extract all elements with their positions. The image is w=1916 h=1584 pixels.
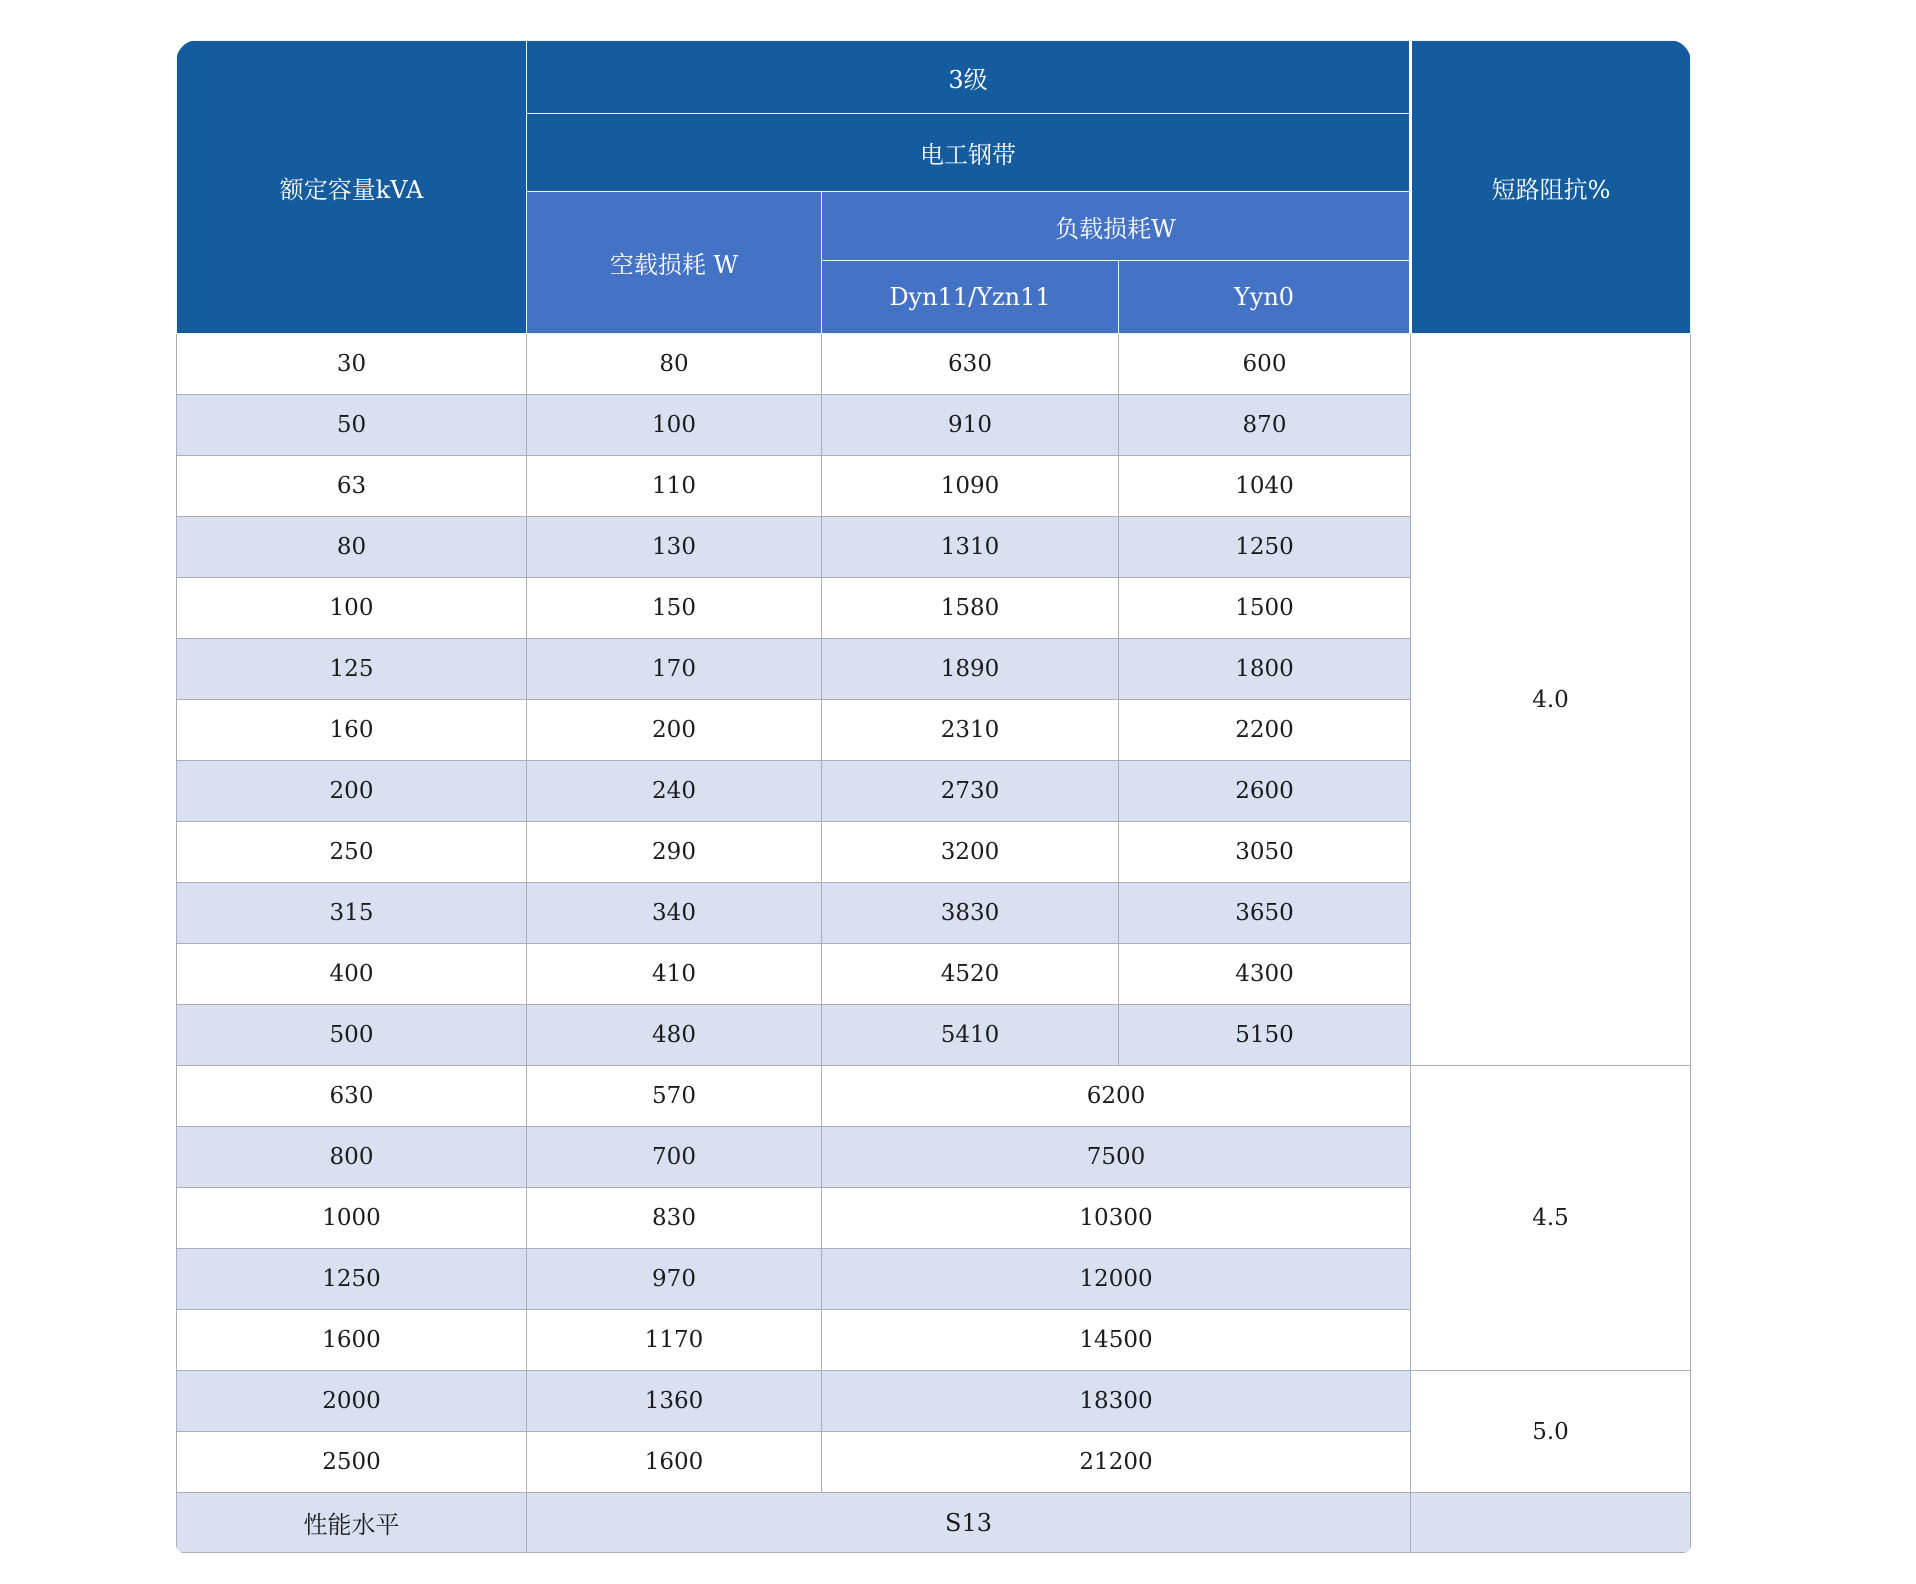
cell-capacity: 50	[177, 395, 527, 456]
performance-level-label: 性能水平	[177, 1493, 527, 1553]
cell-load-merged: 7500	[822, 1127, 1411, 1188]
header-impedance: 短路阻抗%	[1411, 41, 1691, 334]
cell-yyn: 5150	[1119, 1005, 1411, 1066]
table-row	[177, 334, 1691, 395]
cell-dyn: 3200	[822, 822, 1119, 883]
header-yyn0: Yyn0	[1119, 261, 1411, 334]
cell-noload: 110	[527, 456, 822, 517]
cell-yyn: 870	[1119, 395, 1411, 456]
cell-yyn: 600	[1119, 334, 1411, 395]
cell-noload: 570	[527, 1066, 822, 1127]
cell-yyn: 3650	[1119, 883, 1411, 944]
cell-dyn: 630	[822, 334, 1119, 395]
spec-table	[176, 40, 1691, 1553]
cell-noload: 480	[527, 1005, 822, 1066]
cell-load-merged: 14500	[822, 1310, 1411, 1371]
header-row-level	[177, 41, 1691, 114]
cell-noload: 1360	[527, 1371, 822, 1432]
cell-dyn: 910	[822, 395, 1119, 456]
cell-noload: 830	[527, 1188, 822, 1249]
impedance-group-1: 4.0	[1411, 334, 1691, 1066]
footer-impedance-empty-cell	[1411, 1493, 1691, 1553]
cell-yyn: 1800	[1119, 639, 1411, 700]
cell-capacity: 80	[177, 517, 527, 578]
cell-capacity: 200	[177, 761, 527, 822]
cell-capacity: 63	[177, 456, 527, 517]
header-level: 3级	[527, 41, 1411, 114]
cell-noload: 200	[527, 700, 822, 761]
cell-capacity: 2000	[177, 1371, 527, 1432]
cell-capacity: 30	[177, 334, 527, 395]
cell-noload: 1170	[527, 1310, 822, 1371]
cell-noload: 1600	[527, 1432, 822, 1493]
cell-noload: 340	[527, 883, 822, 944]
cell-capacity: 1250	[177, 1249, 527, 1310]
cell-yyn: 1040	[1119, 456, 1411, 517]
cell-noload: 240	[527, 761, 822, 822]
table-row	[177, 1066, 1691, 1127]
header-steel: 电工钢带	[527, 114, 1411, 192]
cell-dyn: 1890	[822, 639, 1119, 700]
cell-capacity: 160	[177, 700, 527, 761]
cell-noload: 290	[527, 822, 822, 883]
cell-load-merged: 6200	[822, 1066, 1411, 1127]
cell-load-merged: 12000	[822, 1249, 1411, 1310]
cell-capacity: 630	[177, 1066, 527, 1127]
cell-dyn: 1580	[822, 578, 1119, 639]
cell-dyn: 5410	[822, 1005, 1119, 1066]
cell-yyn: 1500	[1119, 578, 1411, 639]
cell-yyn: 2200	[1119, 700, 1411, 761]
cell-noload: 130	[527, 517, 822, 578]
cell-noload: 100	[527, 395, 822, 456]
cell-yyn: 1250	[1119, 517, 1411, 578]
cell-capacity: 1600	[177, 1310, 527, 1371]
header-rated-capacity: 额定容量kVA	[177, 41, 527, 334]
cell-capacity: 800	[177, 1127, 527, 1188]
cell-load-merged: 21200	[822, 1432, 1411, 1493]
cell-load-merged: 18300	[822, 1371, 1411, 1432]
table-row	[177, 1371, 1691, 1432]
cell-noload: 150	[527, 578, 822, 639]
cell-noload: 970	[527, 1249, 822, 1310]
cell-dyn: 3830	[822, 883, 1119, 944]
header-dyn11-yzn11: Dyn11/Yzn11	[822, 261, 1119, 334]
transformer-spec-table	[176, 40, 1691, 1553]
cell-noload: 700	[527, 1127, 822, 1188]
cell-dyn: 2310	[822, 700, 1119, 761]
cell-dyn: 2730	[822, 761, 1119, 822]
cell-capacity: 500	[177, 1005, 527, 1066]
cell-capacity: 250	[177, 822, 527, 883]
cell-noload: 410	[527, 944, 822, 1005]
cell-capacity: 315	[177, 883, 527, 944]
cell-dyn: 1310	[822, 517, 1119, 578]
cell-capacity: 2500	[177, 1432, 527, 1493]
cell-yyn: 2600	[1119, 761, 1411, 822]
impedance-group-3: 5.0	[1411, 1371, 1691, 1493]
header-load-loss: 负载损耗W	[822, 192, 1411, 261]
cell-capacity: 400	[177, 944, 527, 1005]
cell-noload: 80	[527, 334, 822, 395]
cell-capacity: 100	[177, 578, 527, 639]
cell-dyn: 4520	[822, 944, 1119, 1005]
cell-yyn: 3050	[1119, 822, 1411, 883]
cell-dyn: 1090	[822, 456, 1119, 517]
impedance-group-2: 4.5	[1411, 1066, 1691, 1371]
cell-noload: 170	[527, 639, 822, 700]
header-no-load-loss: 空载损耗 W	[527, 192, 822, 334]
performance-level-value: S13	[527, 1493, 1411, 1553]
cell-capacity: 1000	[177, 1188, 527, 1249]
footer-row	[177, 1493, 1691, 1553]
cell-load-merged: 10300	[822, 1188, 1411, 1249]
cell-yyn: 4300	[1119, 944, 1411, 1005]
cell-capacity: 125	[177, 639, 527, 700]
